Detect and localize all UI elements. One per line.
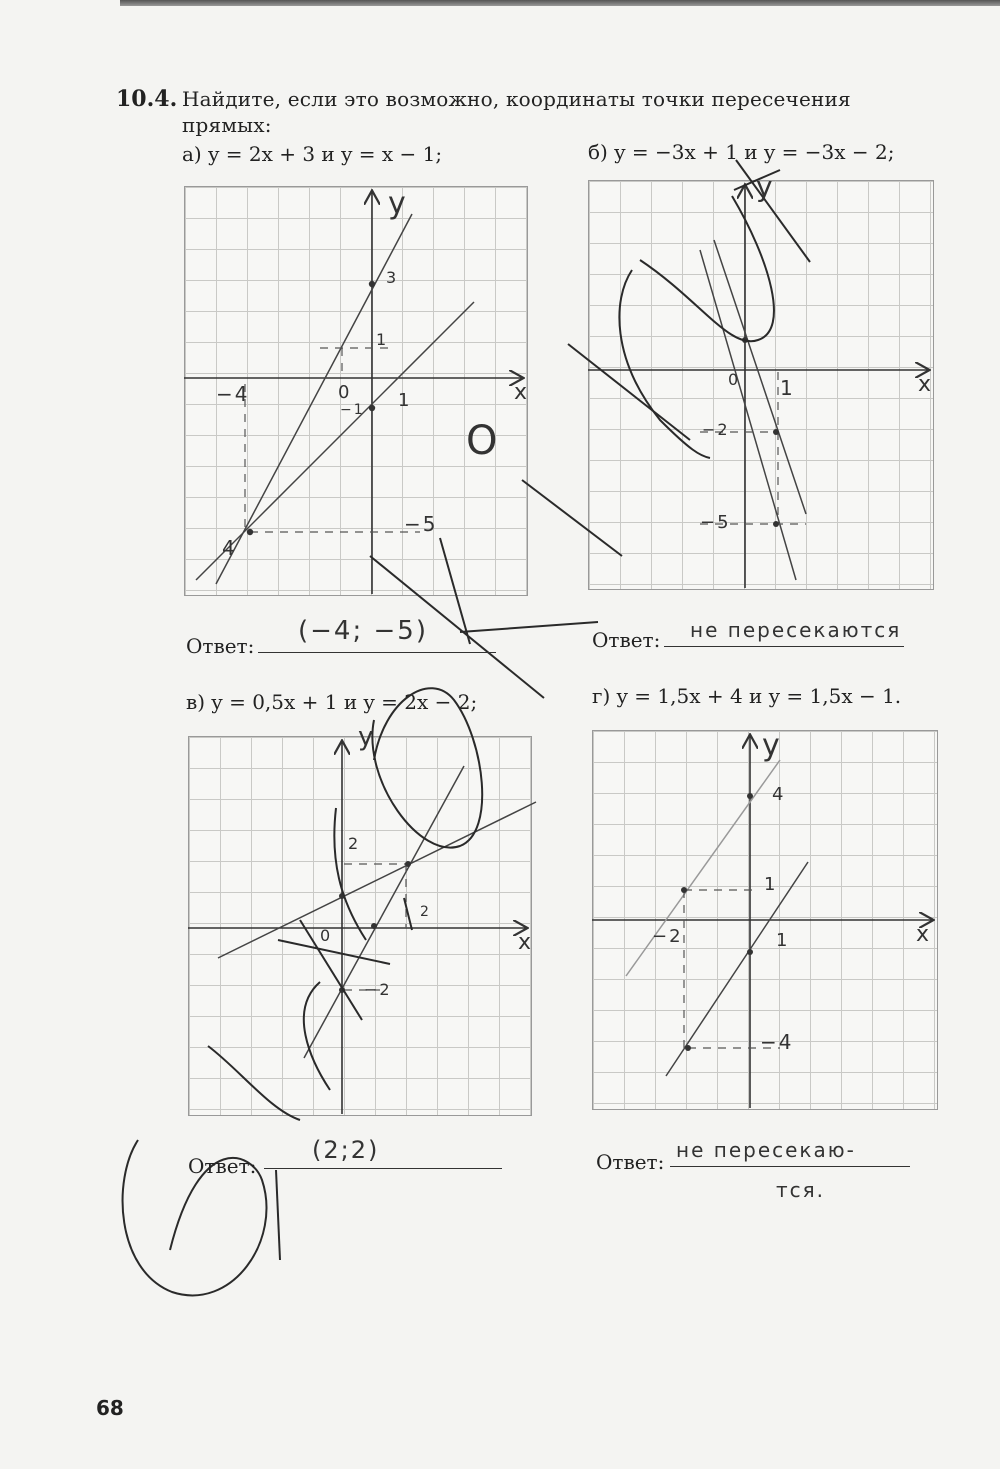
graph-a-label-1-x: 1 — [398, 390, 412, 411]
graph-b-label-minus2: −2 — [702, 420, 730, 439]
answer-b-line — [664, 646, 904, 647]
answer-g-handwritten-line1: не пересекаю- — [676, 1138, 856, 1162]
graph-a-label-4: 4 — [222, 536, 237, 560]
graph-g-y-label: y — [762, 728, 782, 763]
graph-g-label-4: 4 — [772, 784, 786, 805]
answer-g-line — [670, 1166, 910, 1167]
answer-v-label: Ответ: — [188, 1154, 257, 1178]
graph-g-label-1-y: 1 — [764, 874, 778, 895]
graph-a-label-minus1: −1 — [340, 402, 365, 418]
graph-g-x-label: x — [916, 922, 932, 947]
graph-g-label-minus4: −4 — [760, 1030, 794, 1054]
graph-a-label-minus5: −5 — [404, 512, 438, 536]
item-g-label: г) y = 1,5x + 4 и y = 1,5x − 1. — [592, 684, 902, 708]
answer-v-handwritten: (2;2) — [312, 1136, 380, 1164]
graph-a-label-3: 3 — [386, 268, 399, 287]
graph-g-line-1 — [626, 760, 780, 976]
graph-g-label-1-x: 1 — [776, 930, 790, 951]
page-number: 68 — [96, 1396, 124, 1420]
graph-a-label-1-y: 1 — [376, 330, 389, 349]
item-a-label: а) y = 2x + 3 и y = x − 1; — [182, 142, 443, 166]
graph-v-label-0: 0 — [320, 926, 333, 945]
graph-g-label-minus2: −2 — [652, 926, 683, 947]
graph-a-x-label: x — [514, 380, 530, 405]
graph-v-line-2 — [304, 766, 464, 1058]
item-b-label: б) y = −3x + 1 и y = −3x − 2; — [588, 140, 895, 164]
graph-v-y-label: y — [358, 722, 376, 752]
graph-v-x-label: x — [518, 930, 534, 955]
pencil-scribbles — [123, 160, 810, 1295]
graph-a-line-2 — [196, 302, 474, 580]
answer-a-line — [258, 652, 496, 653]
graph-v-label-2-x: 2 — [420, 904, 431, 920]
graph-b-label-1: 1 — [780, 376, 795, 400]
graph-b-y-label: y — [756, 170, 775, 203]
graph-b-label-0: 0 — [728, 370, 741, 389]
graph-a-y-label: y — [388, 186, 408, 221]
answer-a-handwritten: (−4; −5) — [298, 616, 428, 646]
graph-v-label-minus2: −2 — [364, 980, 392, 999]
answer-g-handwritten-line2: тся. — [776, 1178, 826, 1202]
answer-b-handwritten: не пересекаются — [690, 618, 902, 642]
graph-v-line-1 — [218, 802, 536, 958]
problem-text: Найдите, если это возможно, координаты точки пересечения прямых: — [182, 87, 851, 137]
item-v-label: в) y = 0,5x + 1 и y = 2x − 2; — [186, 690, 478, 714]
answer-b-label: Ответ: — [592, 628, 661, 652]
answer-a-label: Ответ: — [186, 634, 255, 658]
graph-a-label-0: 0 — [338, 382, 352, 403]
graph-b-x-label: x — [918, 372, 934, 397]
stray-o-mark: О — [466, 418, 500, 464]
problem-number: 10.4. — [116, 86, 178, 112]
graph-v-label-2-y: 2 — [348, 834, 361, 853]
answer-g-label: Ответ: — [596, 1150, 665, 1174]
graph-b-label-minus5: −5 — [700, 512, 731, 533]
answer-v-line — [264, 1168, 502, 1169]
graph-a-label-minus4: −4 — [216, 382, 250, 406]
